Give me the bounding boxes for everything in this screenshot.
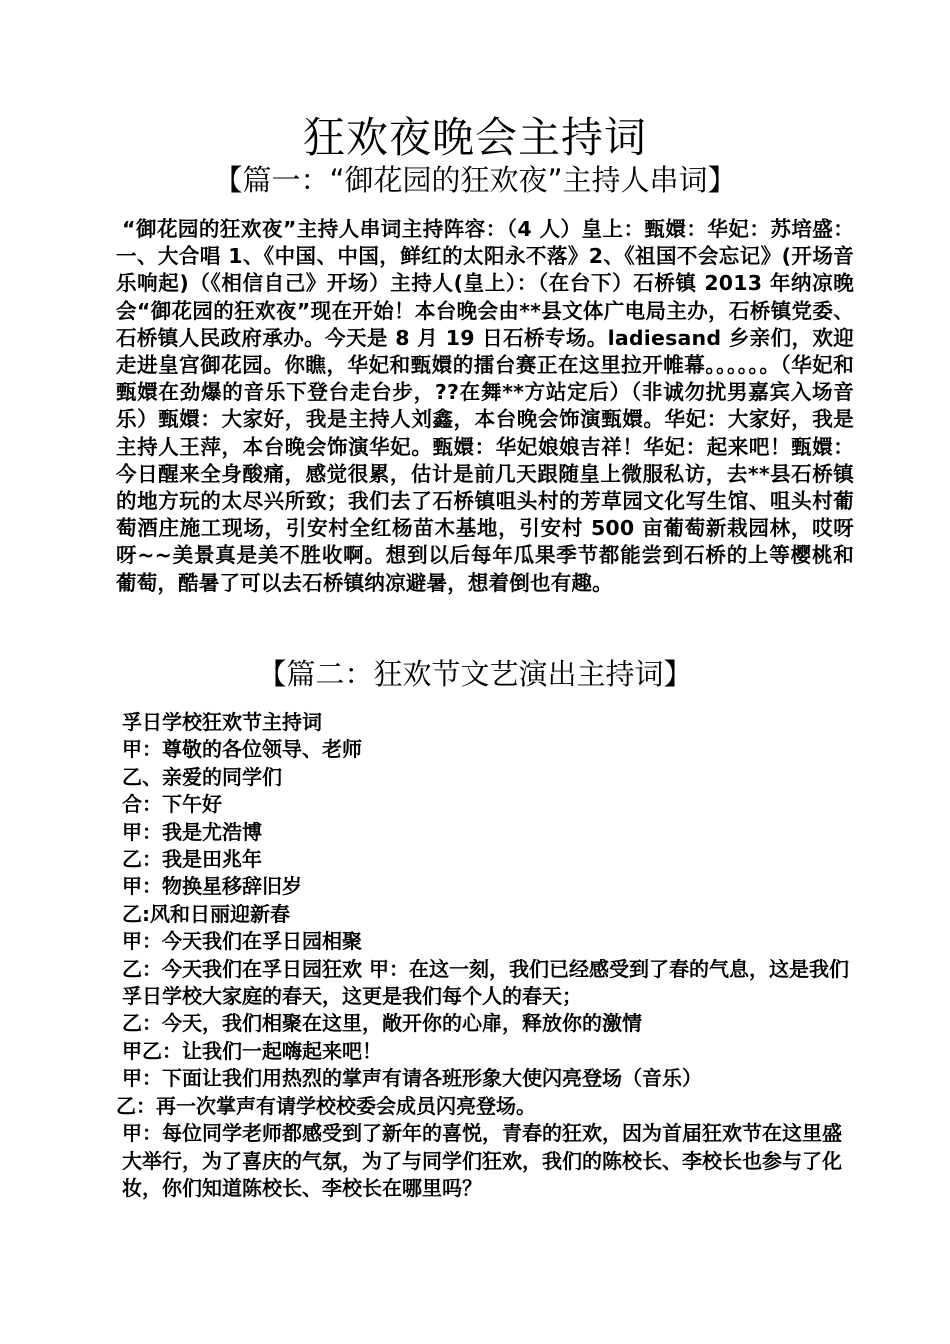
script-line: 乙：今天我们在孚日园狂欢 甲：在这一刻，我们已经感受到了春的气息，这是我们孚日学校大家庭的春天，这更是我们每个人的春天；: [122, 956, 849, 1009]
script-line: 乙、亲爱的同学们: [122, 764, 282, 789]
script-line: 乙:风和日丽迎新春: [122, 901, 290, 926]
script-line: 甲：下面让我们用热烈的掌声有请各班形象大使闪亮登场（音乐）: [122, 1066, 702, 1091]
section-1-heading: 【篇一：“御花园的狂欢夜”主持人串词】: [213, 163, 737, 197]
script-line: 乙：再一次掌声有请学校校委会成员闪亮登场。: [116, 1093, 536, 1118]
script-line: 甲：尊敬的各位领导、老师: [122, 737, 362, 762]
section-2-heading: 【篇二：狂欢节文艺演出主持词】: [257, 657, 693, 691]
script-line: 乙：今天，我们相聚在这里，敞开你的心扉，释放你的激情: [122, 1011, 642, 1036]
script-line: 甲：物换星移辞旧岁: [122, 874, 302, 899]
script-line: 乙：我是田兆年: [122, 847, 262, 872]
section-1-body: “御花园的狂欢夜”主持人串词主持阵容：（4 人）皇上：甄嬛：华妃：苏培盛：一、大合唱 1、《中国、中国，鲜红的太阳永不落》2、《祖国不会忘记》(开场音乐响起)（《相信自己》开场）主持人(皇上）：（在台下）石桥镇 2013 年纳凉晚会“御花园的狂欢夜”现在开始！本台晚会由**县文体广电局主办，石桥镇党委、石桥镇人民政府承办。今天是 8 月 19 日石桥专场。ladiesand 乡亲们，欢迎走进皇宫御花园。你瞧，华妃和甄嬛的擂台赛正在这里拉开帷幕。。。。。。（华妃和甄嬛在劲爆的音乐下登台走台步，??在舞**方站定后）（非诚勿扰男嘉宾入场音乐）甄嬛：大家好，我是主持人刘鑫，本台晚会饰演甄嬛。华妃：大家好，我是主持人王萍，本台晚会饰演华妃。甄嬛：华妃娘娘吉祥！华妃：起来吧！甄嬛：今日醒来全身酸痛，感觉很累，估计是前几天跟随皇上微服私访，去**县石桥镇的地方玩的太尽兴所致；我们去了石桥镇咀头村的芳草园文化写生馆、咀头村葡萄酒庄施工现场，引安村全红杨苗木基地，引安村 500 亩葡萄新栽园林，哎呀呀~~美景真是美不胜收啊。想到以后每年瓜果季节都能尝到石桥的上等樱桃和葡萄，酷暑了可以去石桥镇纳凉避暑，想着倒也有趣。: [116, 217, 854, 595]
script-line: 甲：每位同学老师都感受到了新年的喜悦，青春的狂欢，因为首届狂欢节在这里盛大举行，为了喜庆的气氛，为了与同学们狂欢，我们的陈校长、李校长也参与了化妆，你们知道陈校长、李校长在哪里吗？: [122, 1121, 842, 1200]
script-line-title: 孚日学校狂欢节主持词: [122, 710, 322, 734]
section-2-script: [116, 709, 854, 1202]
script-line: 合：下午好: [122, 792, 222, 817]
page-title: 狂欢夜晚会主持词: [302, 113, 647, 162]
script-line: 甲乙：让我们一起嗨起来吧！: [122, 1038, 382, 1063]
script-line: 甲：我是尤浩博: [122, 819, 262, 844]
script-line: 甲：今天我们在孚日园相聚: [122, 929, 362, 954]
